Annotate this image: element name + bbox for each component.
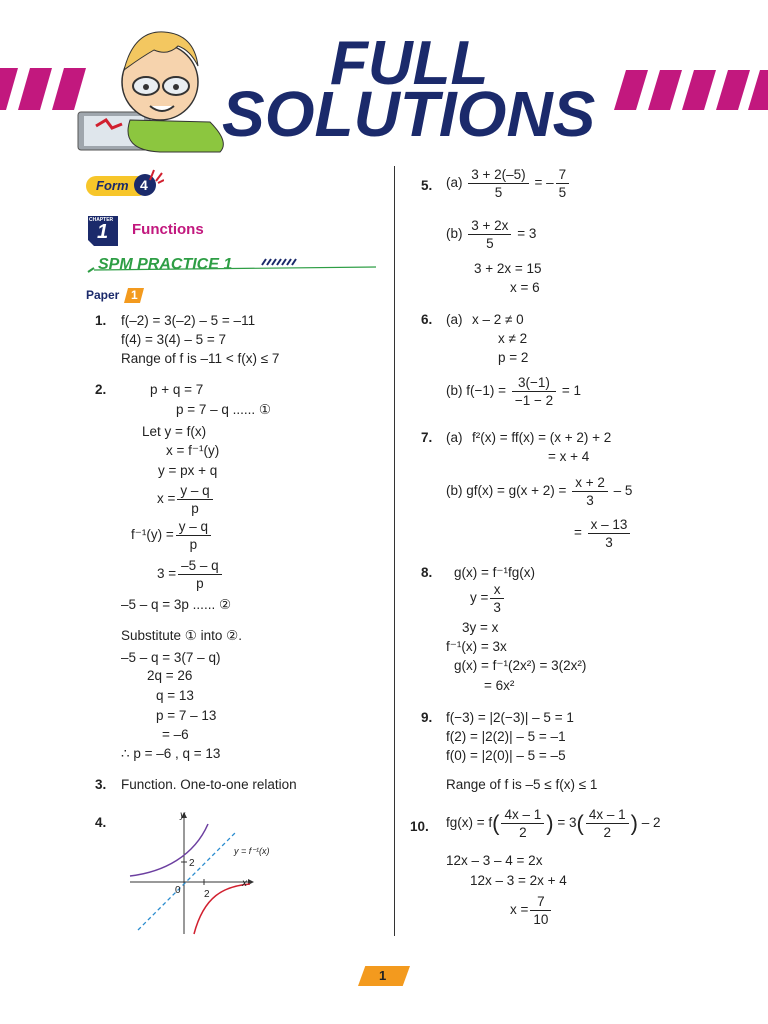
- curve-label: y = f⁻¹(x): [234, 846, 270, 856]
- banner: [0, 0, 768, 160]
- q9-line1: f(−3) = |2(−3)| – 5 = 1: [446, 710, 574, 725]
- column-divider: [394, 166, 395, 936]
- q2-line11: –5 – q = 3(7 – q): [121, 650, 221, 665]
- page-number-badge: [358, 966, 410, 986]
- q6-a-label: (a): [446, 312, 463, 327]
- line-y-equals-x: [138, 832, 236, 930]
- y-tick-label: 2: [189, 858, 195, 869]
- q2-line4: x = f⁻¹(y): [166, 443, 220, 458]
- q3-number: 3.: [95, 777, 107, 792]
- q6-a3: p = 2: [498, 350, 529, 365]
- page-number: 1: [379, 968, 387, 983]
- curve-f: [130, 824, 208, 876]
- q10-line2: 12x – 3 – 4 = 2x: [446, 853, 543, 868]
- practice-heading: [86, 256, 378, 278]
- banner-title: [222, 29, 596, 150]
- spark-icon: [148, 168, 164, 184]
- paper-label: Paper: [86, 288, 120, 302]
- q7-a1: f²(x) = ff(x) = (x + 2) + 2: [472, 430, 612, 445]
- q9-line4: Range of f is –5 ≤ f(x) ≤ 1: [446, 777, 598, 792]
- q10-line3: 12x – 3 = 2x + 4: [470, 873, 567, 888]
- q8-line2: y = $\frac{x}{3}$: [470, 581, 506, 616]
- q8-line5: g(x) = f⁻¹(2x²) = 3(2x²): [454, 658, 587, 673]
- q3-text: Function. One-to-one relation: [121, 777, 297, 792]
- curve-f-inverse: [194, 884, 250, 934]
- q2-line12: 2q = 26: [147, 668, 193, 683]
- q7-a2: = x + 4: [548, 449, 590, 464]
- q5-line3: 3 + 2x = 15: [474, 261, 542, 276]
- q10-line4: x = $\frac{7}{10}$: [510, 893, 553, 928]
- paper-number: 1: [131, 288, 138, 302]
- q8-number: 8.: [421, 565, 433, 580]
- form-label: Form: [96, 178, 129, 193]
- q8-line6: = 6x²: [484, 678, 515, 693]
- q2-line14: p = 7 – 13: [156, 708, 217, 723]
- q7-number: 7.: [421, 430, 433, 445]
- q4-graph: [124, 806, 284, 938]
- q5-line4: x = 6: [510, 280, 540, 295]
- q5-number: 5.: [421, 178, 433, 193]
- origin-label: 0: [175, 885, 181, 896]
- form-badge: [86, 174, 162, 198]
- q5-part-b: (b) $\frac{3 + 2x}{5}$ = 3: [446, 218, 537, 251]
- q2-line6: x = $\frac{y - q}{p}$: [157, 482, 215, 517]
- q2-line5: y = px + q: [158, 463, 218, 478]
- q2-line7: f⁻¹(y) = $\frac{y - q}{p}$: [131, 518, 213, 553]
- chapter-badge: [86, 216, 122, 246]
- title-line2: SOLUTIONS: [222, 78, 596, 150]
- q1-line2: f(4) = 3(4) – 5 = 7: [121, 332, 227, 347]
- paper-badge: [86, 287, 150, 305]
- mascot-illustration: [78, 32, 223, 152]
- q9-number: 9.: [421, 710, 433, 725]
- q6-part-b: (b) f(−1) = $\frac{3(-1)}{-1 - 2}$ = 1: [446, 375, 582, 408]
- q7-part-b: (b) gf(x) = g(x + 2) = $\frac{x + 2}{3}$ – 5: [446, 475, 633, 508]
- q9-line3: f(0) = |2(0)| – 5 = –5: [446, 748, 566, 763]
- x-axis-label: x: [242, 878, 247, 889]
- q2-line8: 3 = $\frac{-5 - q}{p}$: [157, 557, 224, 592]
- q2-line1: p + q = 7: [150, 382, 204, 397]
- q7-a-label: (a): [446, 430, 463, 445]
- q6-number: 6.: [421, 312, 433, 327]
- q1-line3: Range of f is –11 < f(x) ≤ 7: [121, 351, 280, 366]
- q8-line1: g(x) = f⁻¹fg(x): [454, 565, 536, 580]
- q8-line3: 3y = x: [462, 620, 499, 635]
- practice-title: SPM PRACTICE 1: [98, 256, 233, 273]
- q1-line1: f(–2) = 3(–2) – 5 = –11: [121, 313, 256, 328]
- y-axis-label: y: [180, 810, 185, 821]
- x-tick-label: 2: [204, 889, 210, 900]
- q6-a1: x – 2 ≠ 0: [472, 312, 524, 327]
- q4-number: 4.: [95, 815, 107, 830]
- q1-number: 1.: [95, 313, 107, 328]
- q2-line13: q = 13: [156, 688, 194, 703]
- title-line1: FULL: [330, 29, 489, 98]
- q2-line16: ∴ p = –6 , q = 13: [121, 746, 221, 761]
- q2-line10: Substitute ① into ②.: [121, 628, 243, 643]
- q8-line4: f⁻¹(x) = 3x: [446, 639, 507, 654]
- q2-line2: p = 7 – q ...... ①: [176, 402, 272, 417]
- q10-number: 10.: [410, 819, 429, 834]
- chapter-title: Functions: [132, 221, 204, 238]
- q5-part-a: (a) $\frac{3 + 2(-5)}{5}$ = – $\frac{7}{5}$: [446, 166, 571, 201]
- q7-part-b-result: = $\frac{x - 13}{3}$: [574, 516, 632, 551]
- q6-a2: x ≠ 2: [498, 331, 528, 346]
- chapter-word: CHAPTER: [89, 217, 114, 223]
- q2-line15: = –6: [162, 727, 189, 742]
- q10-line1: fg(x) = f( $\frac{4x - 1}{2}$ ) = 3( $\frac{4x - 1}{2}$ ) – 2: [446, 807, 661, 840]
- q2-number: 2.: [95, 382, 107, 397]
- q2-line3: Let y = f(x): [142, 424, 207, 439]
- form-number: 4: [140, 177, 148, 193]
- q9-line2: f(2) = |2(2)| – 5 = –1: [446, 729, 566, 744]
- chapter-number: 1: [97, 221, 109, 243]
- q2-line9: –5 – q = 3p ...... ②: [121, 597, 232, 612]
